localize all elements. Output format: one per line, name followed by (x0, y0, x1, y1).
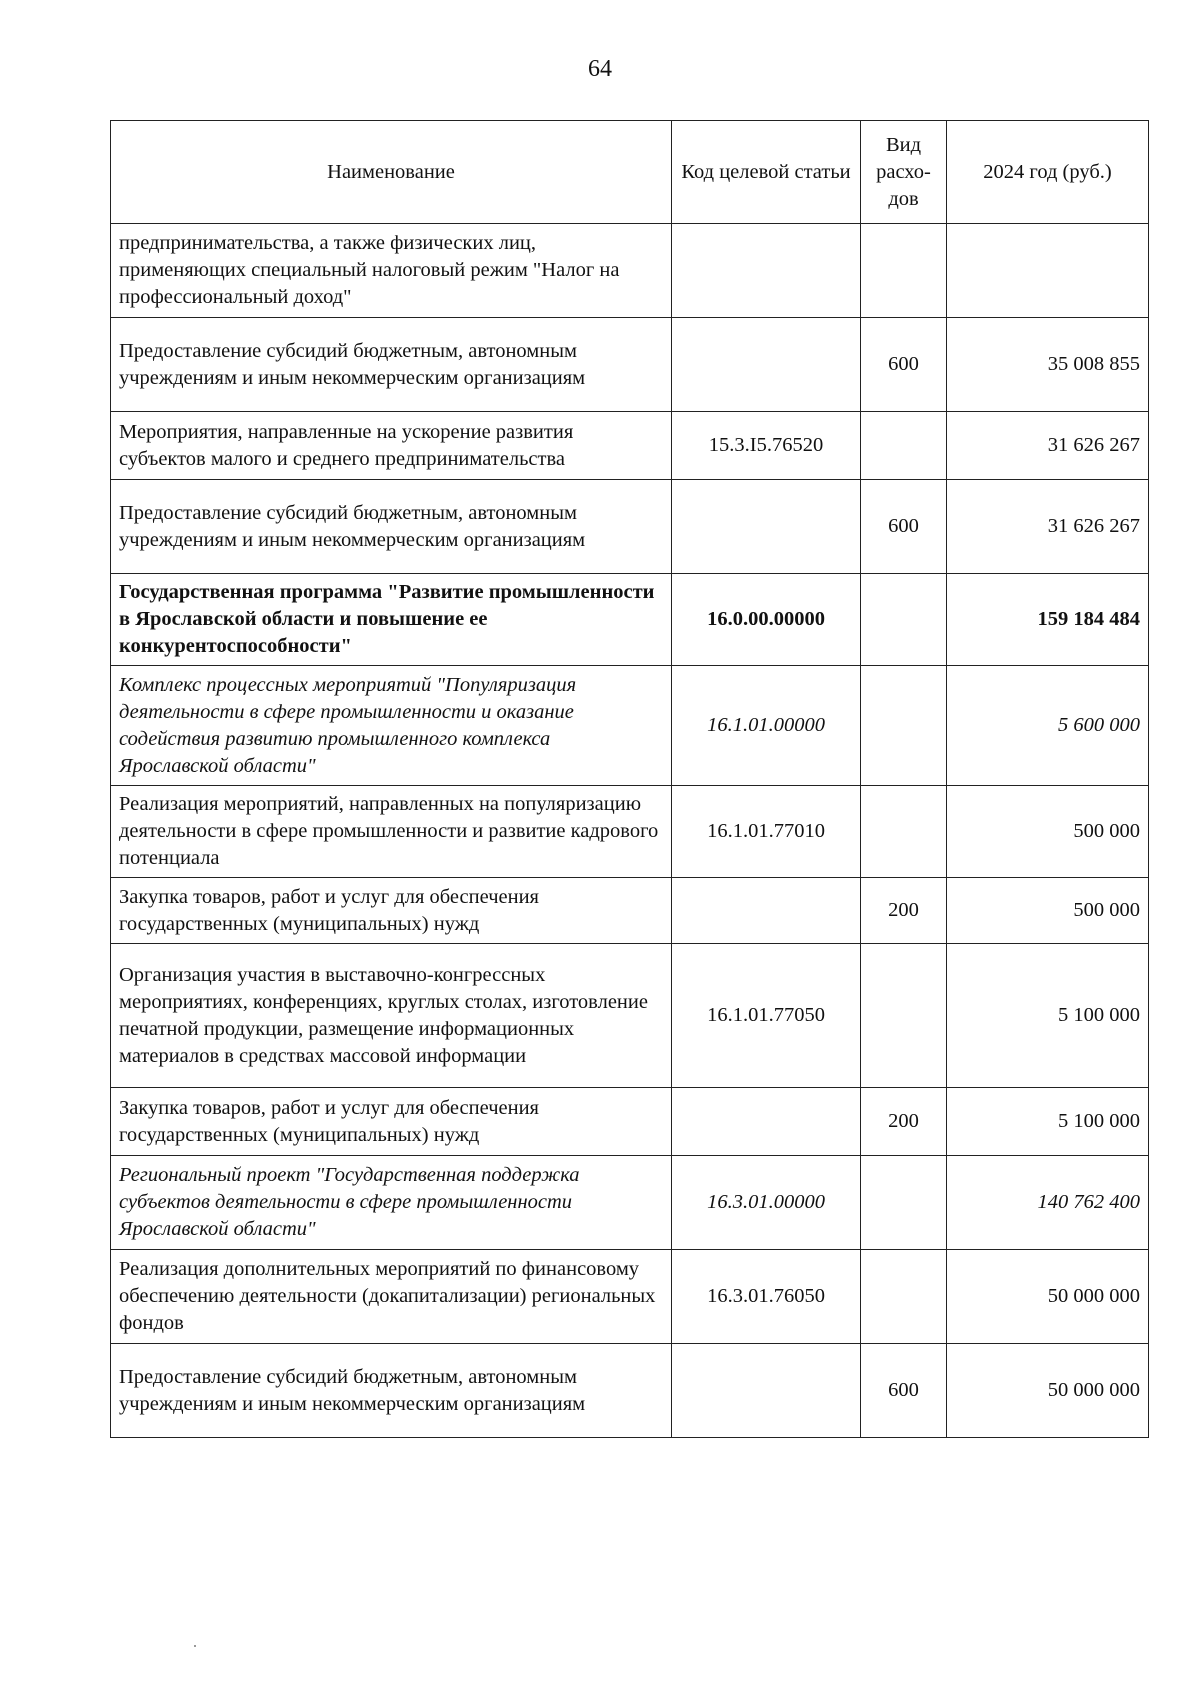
row-amount-cell: 500 000 (947, 786, 1149, 878)
row-type-cell (861, 1250, 947, 1344)
table-row (111, 1250, 1149, 1344)
row-code-cell (672, 1088, 861, 1156)
row-type-cell (861, 574, 947, 666)
row-name-cell: Мероприятия, направленные на ускорение развития субъектов малого и среднего предпринимательства (111, 412, 672, 480)
row-amount-cell: 5 100 000 (947, 944, 1149, 1088)
header-amount: 2024 год (руб.) (947, 121, 1149, 224)
row-name-cell: Предоставление субсидий бюджетным, автономным учреждениям и иным некоммерческим организациям (111, 1344, 672, 1438)
row-type-cell: 600 (861, 1344, 947, 1438)
row-amount-cell: 50 000 000 (947, 1344, 1149, 1438)
row-name-cell: Государственная программа "Развитие промышленности в Ярославской области и повышение ее конкурентоспособности" (111, 574, 672, 666)
row-type-cell: 600 (861, 480, 947, 574)
header-code: Код целевой статьи (672, 121, 861, 224)
row-code-cell (672, 224, 861, 318)
row-code-cell: 16.1.01.77050 (672, 944, 861, 1088)
row-amount-cell: 50 000 000 (947, 1250, 1149, 1344)
table-row (111, 944, 1149, 1088)
table-row (111, 786, 1149, 878)
row-name-cell: Реализация мероприятий, направленных на популяризацию деятельности в сфере промышленности и развитие кадрового потенциала (111, 786, 672, 878)
table-row (111, 1156, 1149, 1250)
row-code-cell (672, 1344, 861, 1438)
header-name: Наименование (111, 121, 672, 224)
row-code-cell (672, 318, 861, 412)
budget-table (110, 120, 1149, 1438)
table-row (111, 666, 1149, 786)
table-row (111, 412, 1149, 480)
row-type-cell (861, 412, 947, 480)
table-row (111, 574, 1149, 666)
row-code-cell (672, 878, 861, 944)
row-name-cell: Региональный проект "Государственная поддержка субъектов деятельности в сфере промышленности Ярославской области" (111, 1156, 672, 1250)
table-row (111, 480, 1149, 574)
row-code-cell: 16.3.01.00000 (672, 1156, 861, 1250)
row-code-cell (672, 480, 861, 574)
row-code-cell: 15.3.I5.76520 (672, 412, 861, 480)
row-amount-cell: 5 100 000 (947, 1088, 1149, 1156)
row-amount-cell: 140 762 400 (947, 1156, 1149, 1250)
table-row (111, 1088, 1149, 1156)
row-amount-cell: 5 600 000 (947, 666, 1149, 786)
row-name-cell: Предоставление субсидий бюджетным, автономным учреждениям и иным некоммерческим организациям (111, 480, 672, 574)
row-amount-cell: 35 008 855 (947, 318, 1149, 412)
row-name-cell: Реализация дополнительных мероприятий по финансовому обеспечению деятельности (докапитализации) региональных фондов (111, 1250, 672, 1344)
table-row (111, 224, 1149, 318)
row-amount-cell: 31 626 267 (947, 412, 1149, 480)
row-amount-cell (947, 224, 1149, 318)
row-code-cell: 16.3.01.76050 (672, 1250, 861, 1344)
row-type-cell (861, 666, 947, 786)
row-code-cell: 16.1.01.00000 (672, 666, 861, 786)
row-type-cell (861, 944, 947, 1088)
row-code-cell: 16.0.00.00000 (672, 574, 861, 666)
row-type-cell (861, 224, 947, 318)
row-name-cell: Комплекс процессных мероприятий "Популяризация деятельности в сфере промышленности и оказание содействия развитию промышленного комплекса Ярославской области" (111, 666, 672, 786)
row-amount-cell: 159 184 484 (947, 574, 1149, 666)
row-name-cell: Закупка товаров, работ и услуг для обеспечения государственных (муниципальных) нужд (111, 878, 672, 944)
row-type-cell (861, 1156, 947, 1250)
row-name-cell: Закупка товаров, работ и услуг для обеспечения государственных (муниципальных) нужд (111, 1088, 672, 1156)
table-row (111, 318, 1149, 412)
page-number: 64 (588, 56, 612, 82)
table-row (111, 878, 1149, 944)
row-name-cell: Предоставление субсидий бюджетным, автономным учреждениям и иным некоммерческим организациям (111, 318, 672, 412)
row-amount-cell: 31 626 267 (947, 480, 1149, 574)
row-amount-cell: 500 000 (947, 878, 1149, 944)
row-code-cell: 16.1.01.77010 (672, 786, 861, 878)
row-name-cell: предпринимательства, а также физических лиц, применяющих специальный налоговый режим "Налог на профессиональный доход" (111, 224, 672, 318)
row-type-cell: 200 (861, 878, 947, 944)
scan-speck (194, 1645, 196, 1647)
table-row (111, 1344, 1149, 1438)
row-type-cell: 200 (861, 1088, 947, 1156)
row-type-cell: 600 (861, 318, 947, 412)
row-type-cell (861, 786, 947, 878)
row-name-cell: Организация участия в выставочно-конгрессных мероприятиях, конференциях, круглых столах, изготовление печатной продукции, размещение информационных материалов в средствах массовой информации (111, 944, 672, 1088)
table-header-row (111, 121, 1149, 224)
header-type: Вид расхо-дов (861, 121, 947, 224)
